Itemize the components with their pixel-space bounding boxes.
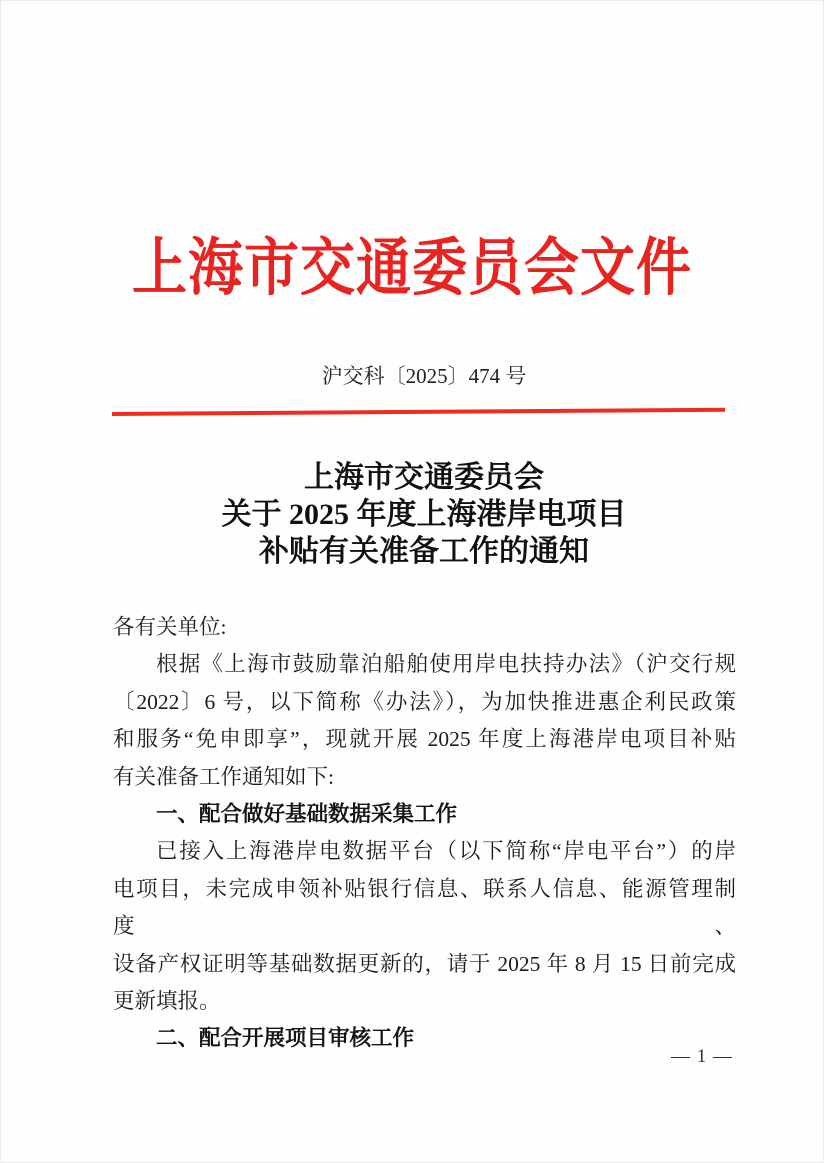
red-header-title: 上海市交通委员会文件	[131, 233, 692, 303]
notice-title-line-3: 补贴有关准备工作的通知	[259, 535, 589, 568]
body-line-1: 根据《上海市鼓励靠泊船舶使用岸电扶持办法》（沪交行规	[156, 652, 736, 677]
red-divider-line	[112, 408, 725, 416]
body-line-9: 更新填报。	[113, 989, 221, 1014]
body-line-6: 已接入上海港岸电数据平台（以下简称“岸电平台”）的岸	[156, 839, 736, 864]
salutation: 各有关单位:	[113, 615, 227, 639]
body-text	[113, 609, 736, 1058]
body-line-4: 有关准备工作通知如下:	[113, 764, 334, 789]
body-line-3: 和服务“免申即享”，现就开展 2025 年度上海港岸电项目补贴	[113, 727, 736, 752]
notice-title-line-1: 上海市交通委员会	[304, 461, 544, 494]
doc-number: 沪交科〔2025〕474 号	[321, 364, 527, 388]
notice-title	[113, 459, 735, 570]
section-heading-1: 一、配合做好基础数据采集工作	[156, 802, 458, 827]
section-heading-2: 二、配合开展项目审核工作	[156, 1026, 415, 1051]
body-line-8: 设备产权证明等基础数据更新的，请于 2025 年 8 月 15 日前完成	[113, 951, 736, 976]
body-line-7: 电项目，未完成申领补贴银行信息、联系人信息、能源管理制度、	[113, 876, 736, 939]
body-line-2: 〔2022〕6 号，以下简称《办法》），为加快推进惠企利民政策	[113, 689, 736, 714]
page-number: — 1 —	[671, 1046, 733, 1067]
notice-title-line-2: 关于 2025 年度上海港岸电项目	[221, 498, 627, 531]
